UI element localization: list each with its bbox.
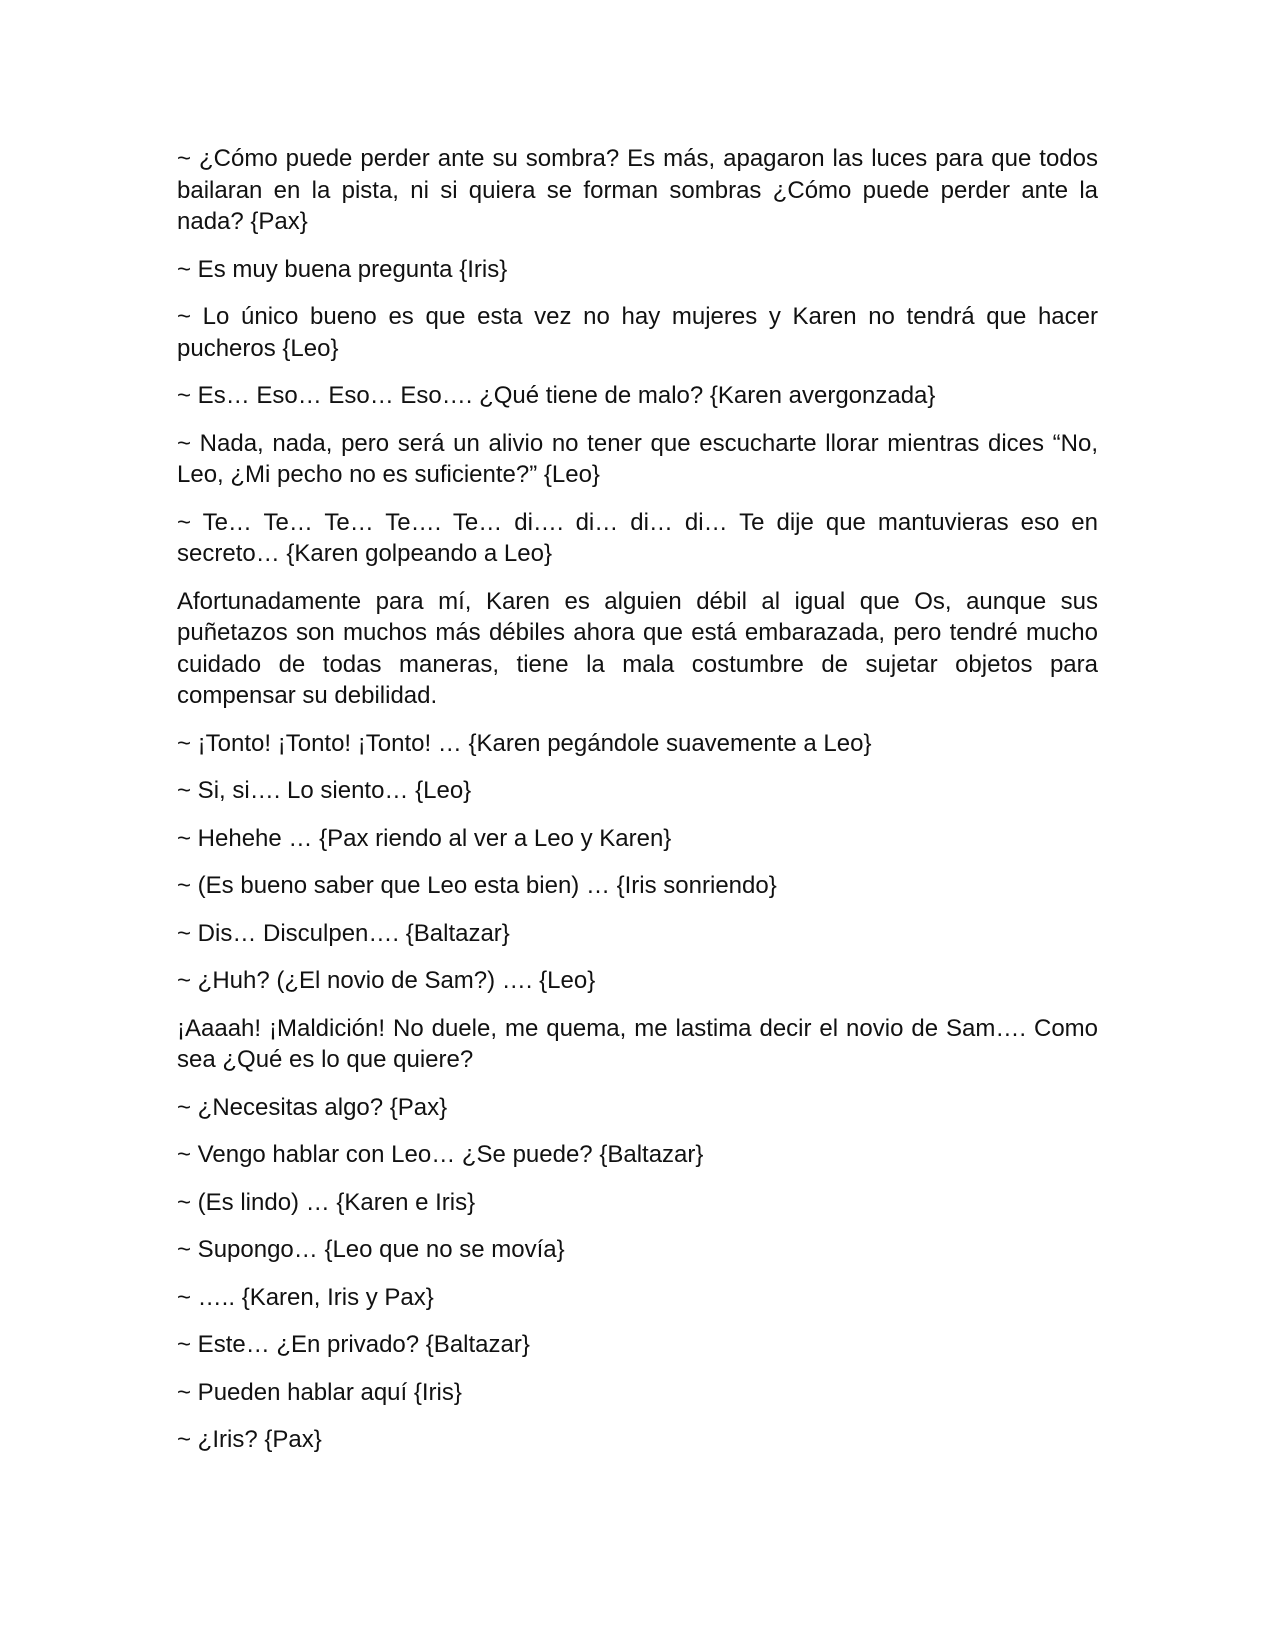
- document-body: [177, 143, 1098, 1456]
- dialogue-paragraph: ~ Pueden hablar aquí {Iris}: [177, 1378, 462, 1406]
- dialogue-paragraph: ~ Vengo hablar con Leo… ¿Se puede? {Baltazar}: [177, 1141, 704, 1168]
- dialogue-paragraph: ~ ¿Iris? {Pax}: [177, 1426, 322, 1453]
- dialogue-paragraph: ~ ¡Tonto! ¡Tonto! ¡Tonto! … {Karen pegándole suavemente a Leo}: [177, 729, 872, 757]
- dialogue-paragraph: ~ Te… Te… Te… Te…. Te… di…. di… di… di… Te dije que mantuvieras eso en secreto… {Karen golpeando a Leo}: [177, 508, 1098, 567]
- dialogue-paragraph: ~ Es… Eso… Eso… Eso…. ¿Qué tiene de malo? {Karen avergonzada}: [177, 382, 936, 409]
- dialogue-paragraph: ~ (Es bueno saber que Leo esta bien) … {Iris sonriendo}: [177, 872, 777, 899]
- dialogue-paragraph: ~ Hehehe … {Pax riendo al ver a Leo y Karen}: [177, 824, 672, 852]
- dialogue-paragraph: ~ Este… ¿En privado? {Baltazar}: [177, 1331, 530, 1358]
- dialogue-paragraph: ~ Supongo… {Leo que no se movía}: [177, 1236, 565, 1263]
- dialogue-paragraph: ~ (Es lindo) … {Karen e Iris}: [177, 1188, 476, 1216]
- narration-paragraph: Afortunadamente para mí, Karen es alguien débil al igual que Os, aunque sus puñetazos son muchos más débiles ahora que está embarazada, pero tendré mucho cuidado de todas maneras, tiene la mala costumbre de sujetar objetos para compensar su debilidad.: [177, 587, 1098, 709]
- narration-paragraph: ¡Aaaah! ¡Maldición! No duele, me quema, me lastima decir el novio de Sam…. Como sea ¿Qué es lo que quiere?: [177, 1014, 1098, 1073]
- dialogue-paragraph: ~ ¿Cómo puede perder ante su sombra? Es más, apagaron las luces para que todos bailaran en la pista, ni si quiera se forman sombras ¿Cómo puede perder ante la nada? {Pax}: [177, 145, 1098, 235]
- dialogue-paragraph: ~ Nada, nada, pero será un alivio no tener que escucharte llorar mientras dices “No, Leo, ¿Mi pecho no es suficiente?” {Leo}: [177, 429, 1098, 488]
- dialogue-paragraph: ~ ¿Huh? (¿El novio de Sam?) …. {Leo}: [177, 967, 596, 994]
- dialogue-paragraph: ~ Dis… Disculpen…. {Baltazar}: [177, 919, 510, 947]
- dialogue-paragraph: ~ Es muy buena pregunta {Iris}: [177, 255, 508, 283]
- dialogue-paragraph: ~ Si, si…. Lo siento… {Leo}: [177, 777, 472, 804]
- dialogue-paragraph: ~ ….. {Karen, Iris y Pax}: [177, 1283, 434, 1311]
- dialogue-paragraph: ~ ¿Necesitas algo? {Pax}: [177, 1093, 448, 1121]
- dialogue-paragraph: ~ Lo único bueno es que esta vez no hay mujeres y Karen no tendrá que hacer pucheros {Leo}: [177, 303, 1098, 362]
